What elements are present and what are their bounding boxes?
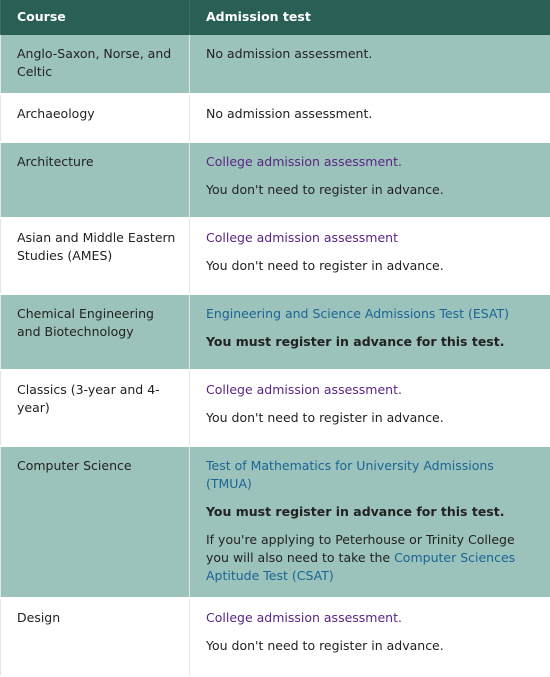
admission-test-cell	[190, 142, 550, 218]
admission-test-link[interactable]: College admission assessment.	[206, 154, 402, 169]
table-row	[1, 94, 550, 142]
course-name: Anglo-Saxon, Norse, and Celtic	[1, 35, 190, 94]
admission-test-link[interactable]: College admission assessment.	[206, 610, 402, 625]
admission-test-link[interactable]: College admission assessment.	[206, 382, 402, 397]
admission-text: No admission assessment.	[206, 105, 538, 123]
registration-note: You don't need to register in advance.	[206, 637, 538, 655]
admission-test-cell	[190, 446, 550, 598]
table-row	[1, 446, 550, 598]
table-row	[1, 598, 550, 676]
table-row	[1, 370, 550, 446]
admission-test-cell	[190, 598, 550, 676]
course-name: Asian and Middle Eastern Studies (AMES)	[1, 218, 190, 294]
admission-text: No admission assessment.	[206, 45, 538, 63]
table-row	[1, 294, 550, 370]
table-row	[1, 218, 550, 294]
csat-link[interactable]: Computer Sciences Aptitude Test (CSAT)	[206, 550, 515, 583]
column-header-admission-test: Admission test	[190, 0, 550, 35]
admission-test-link[interactable]: College admission assessment	[206, 230, 398, 245]
admission-test-link[interactable]: Engineering and Science Admissions Test (ESAT)	[206, 306, 509, 321]
registration-note: You must register in advance for this test.	[206, 503, 538, 521]
course-name: Archaeology	[1, 94, 190, 142]
additional-requirement-text: If you're applying to Peterhouse or Trinity College you will also need to take the	[206, 532, 515, 565]
course-name: Computer Science	[1, 446, 190, 598]
course-name: Classics (3-year and 4-year)	[1, 370, 190, 446]
admission-test-cell	[190, 218, 550, 294]
admission-test-cell	[190, 94, 550, 142]
registration-note: You don't need to register in advance.	[206, 409, 538, 427]
table-header-row	[1, 0, 550, 35]
registration-note: You don't need to register in advance.	[206, 257, 538, 275]
admission-test-cell	[190, 294, 550, 370]
admission-test-cell	[190, 370, 550, 446]
course-name: Chemical Engineering and Biotechnology	[1, 294, 190, 370]
table-row	[1, 35, 550, 94]
registration-note: You must register in advance for this test.	[206, 333, 538, 351]
table-row	[1, 142, 550, 218]
admission-test-link[interactable]: Test of Mathematics for University Admissions (TMUA)	[206, 458, 494, 491]
column-header-course: Course	[1, 0, 190, 35]
registration-note: You don't need to register in advance.	[206, 181, 538, 199]
course-name: Design	[1, 598, 190, 676]
additional-requirement	[206, 531, 538, 585]
course-name: Architecture	[1, 142, 190, 218]
admission-test-cell	[190, 35, 550, 94]
